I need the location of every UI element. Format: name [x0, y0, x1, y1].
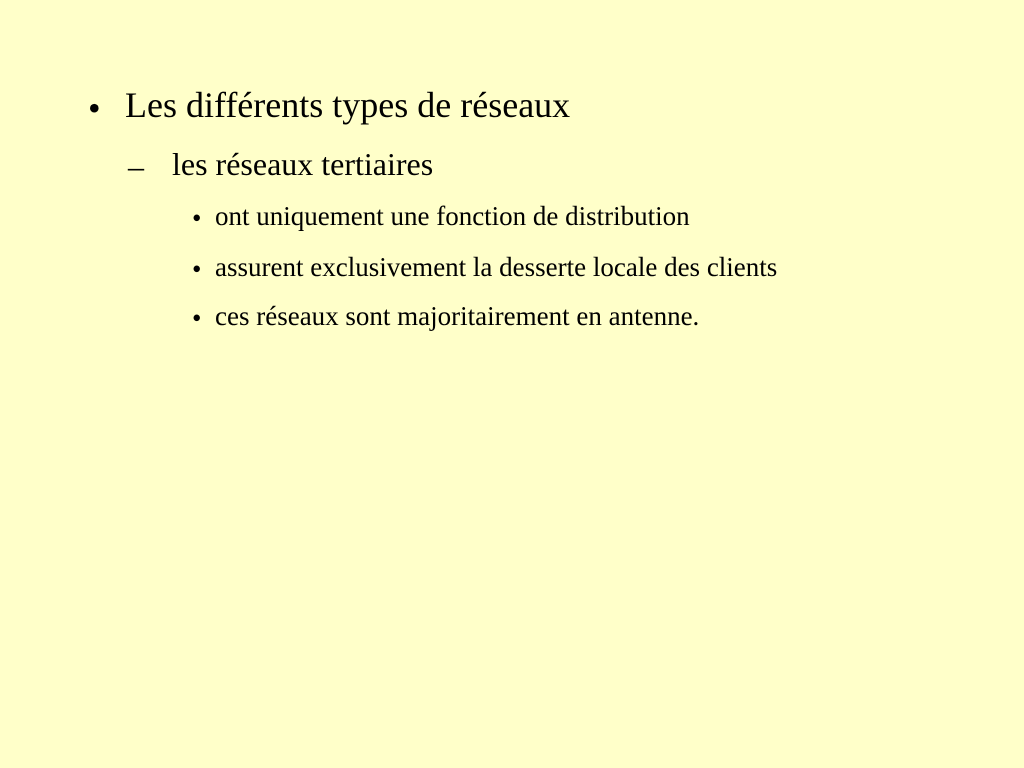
list-item: assurent exclusivement la desserte locale des clients [215, 252, 778, 282]
heading-bullet-text: Les différents types de réseaux [125, 85, 571, 125]
bullet-icon: • [192, 254, 202, 284]
bullet-icon: • [88, 88, 101, 128]
list-item: ont uniquement une fonction de distribution [215, 201, 690, 231]
list-item: ces réseaux sont majoritairement en antenne. [215, 301, 700, 331]
dash-icon: – [128, 148, 144, 184]
subheading-text: les réseaux tertiaires [172, 146, 434, 182]
bullet-icon: • [192, 203, 202, 233]
bullet-icon: • [192, 303, 202, 333]
